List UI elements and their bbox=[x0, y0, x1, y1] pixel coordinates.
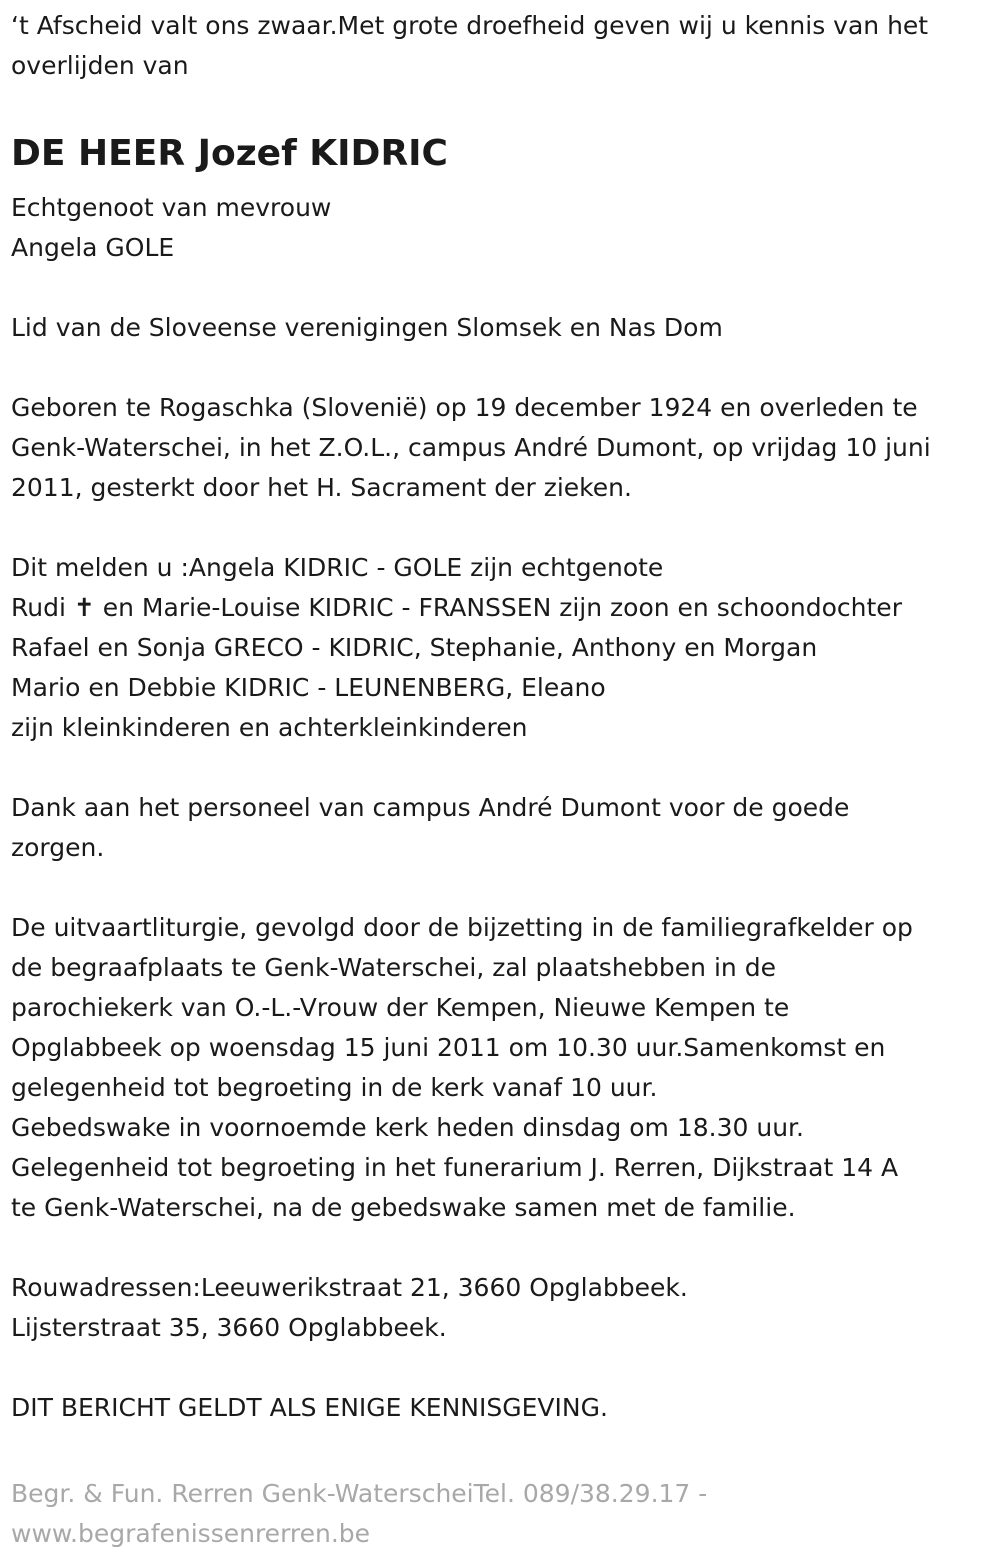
spacer bbox=[11, 1348, 989, 1388]
funeral-section bbox=[11, 908, 989, 1228]
spacer bbox=[11, 1428, 989, 1474]
funeral-line: Gebedswake in voornoemde kerk heden dinsdag om 18.30 uur. bbox=[11, 1113, 804, 1142]
notice-section bbox=[11, 1388, 989, 1428]
spouse-line: Angela GOLE bbox=[11, 233, 175, 262]
funeral-line: Opglabbeek op woensdag 15 juni 2011 om 10.30 uur.Samenkomst en bbox=[11, 1033, 886, 1062]
thanks-section bbox=[11, 788, 989, 868]
thanks-line: zorgen. bbox=[11, 833, 105, 862]
footer bbox=[11, 1474, 989, 1554]
address-line: Lijsterstraat 35, 3660 Opglabbeek. bbox=[11, 1313, 447, 1342]
family-line: Rudi ✝ en Marie-Louise KIDRIC - FRANSSEN zijn zoon en schoondochter bbox=[11, 593, 902, 622]
birth-death-section bbox=[11, 388, 989, 508]
membership-section bbox=[11, 308, 989, 348]
spacer bbox=[11, 348, 989, 388]
intro-line: ‘t Afscheid valt ons zwaar.Met grote droefheid geven wij u kennis van het bbox=[11, 11, 929, 40]
thanks-line: Dank aan het personeel van campus André Dumont voor de goede bbox=[11, 793, 850, 822]
spacer bbox=[11, 748, 989, 788]
birth-death-line: Genk-Waterschei, in het Z.O.L., campus André Dumont, op vrijdag 10 juni bbox=[11, 433, 931, 462]
footer-website: www.begrafenissenrerren.be bbox=[11, 1519, 371, 1548]
family-line: Mario en Debbie KIDRIC - LEUNENBERG, Eleano bbox=[11, 673, 606, 702]
funeral-line: Gelegenheid tot begroeting in het funerarium J. Rerren, Dijkstraat 14 A bbox=[11, 1153, 899, 1182]
deceased-name: DE HEER Jozef KIDRIC bbox=[11, 133, 448, 174]
footer-funeral-home: Begr. & Fun. Rerren Genk-WaterscheiTel. 089/38.29.17 - bbox=[11, 1479, 708, 1508]
spouse-line: Echtgenoot van mevrouw bbox=[11, 193, 332, 222]
family-line: Dit melden u :Angela KIDRIC - GOLE zijn echtgenote bbox=[11, 553, 664, 582]
family-line: zijn kleinkinderen en achterkleinkinderen bbox=[11, 713, 528, 742]
funeral-line: gelegenheid tot begroeting in de kerk vanaf 10 uur. bbox=[11, 1073, 658, 1102]
funeral-line: de begraafplaats te Genk-Waterschei, zal plaatshebben in de bbox=[11, 953, 776, 982]
spouse-section bbox=[11, 188, 989, 268]
birth-death-line: 2011, gesterkt door het H. Sacrament der zieken. bbox=[11, 473, 632, 502]
funeral-line: De uitvaartliturgie, gevolgd door de bijzetting in de familiegrafkelder op bbox=[11, 913, 913, 942]
spacer bbox=[11, 508, 989, 548]
birth-death-line: Geboren te Rogaschka (Slovenië) op 19 december 1924 en overleden te bbox=[11, 393, 918, 422]
spacer bbox=[11, 868, 989, 908]
family-line: Rafael en Sonja GRECO - KIDRIC, Stephanie, Anthony en Morgan bbox=[11, 633, 818, 662]
funeral-line: te Genk-Waterschei, na de gebedswake samen met de familie. bbox=[11, 1193, 796, 1222]
spacer bbox=[11, 268, 989, 308]
spacer bbox=[11, 1228, 989, 1268]
addresses-section bbox=[11, 1268, 989, 1348]
intro-line: overlijden van bbox=[11, 51, 189, 80]
funeral-line: parochiekerk van O.-L.-Vrouw der Kempen, Nieuwe Kempen te bbox=[11, 993, 790, 1022]
notice-line: DIT BERICHT GELDT ALS ENIGE KENNISGEVING. bbox=[11, 1393, 608, 1422]
address-line: Rouwadressen:Leeuwerikstraat 21, 3660 Opglabbeek. bbox=[11, 1273, 688, 1302]
family-section bbox=[11, 548, 989, 748]
membership-line: Lid van de Sloveense verenigingen Slomsek en Nas Dom bbox=[11, 313, 723, 342]
intro-section bbox=[11, 6, 989, 86]
